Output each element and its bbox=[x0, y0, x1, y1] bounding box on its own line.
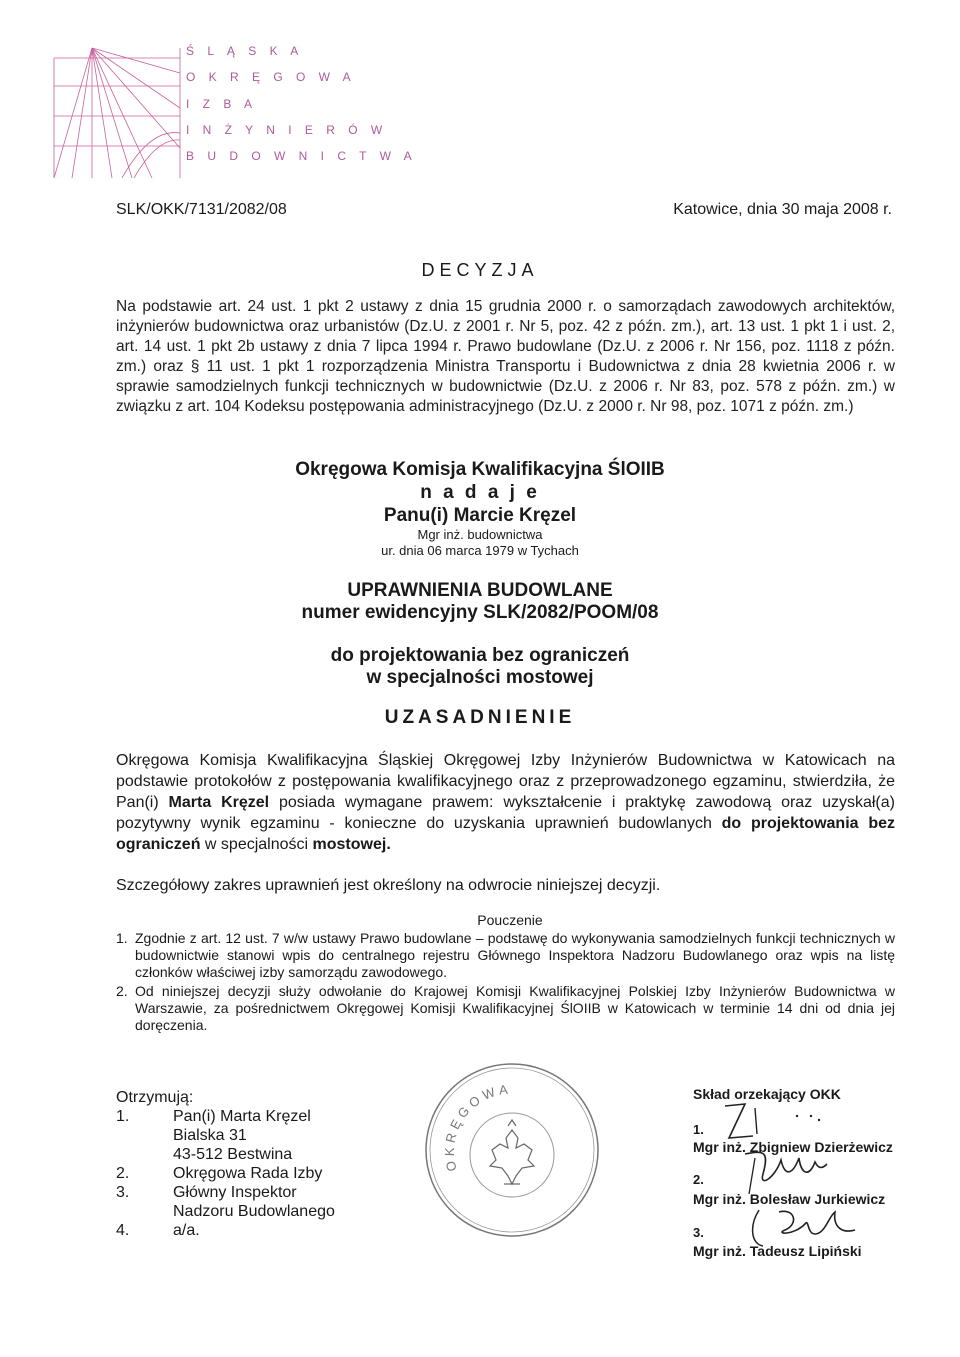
member-number-2: 2. bbox=[693, 1172, 704, 1187]
recipient-text: Okręgowa Rada Izby bbox=[173, 1165, 323, 1182]
official-stamp bbox=[422, 1060, 602, 1240]
eagle-emblem bbox=[490, 1120, 534, 1184]
recipients-list bbox=[116, 1088, 335, 1240]
committee-heading: Okręgowa Komisja Kwalifikacyjna ŚlOIIB bbox=[295, 459, 665, 480]
legal-basis-paragraph: Na podstawie art. 24 ust. 1 pkt 2 ustawy z dnia 15 grudnia 2000 r. o samorządach zawodowych architektów, inżynierów budownictwa oraz urbanistów (Dz.U. z 2001 r. Nr 5, poz. 42 z późn. zm.), art. 13 ust. 1 pkt 1 i ust. 2, art. 14 ust. 1 pkt 2b ustawy z dnia 7 lipca 1994 r. Prawo budowlane (Dz.U. z 2006 r. Nr 156, poz. 1118 z późn. zm.) oraz § 11 ust. 1 pkt 1 rozporządzenia Ministra Transportu i Budownictwa z dnia 28 kwietnia 2006 r. w sprawie samodzielnych funkcji technicznych w budownictwie (Dz.U. z 2006 r. Nr 83, poz. 578 z późn. zm.) w związku z art. 104 Kodeksu postępowania administracyjnego (Dz.U. z 2000 r. Nr 98, poz. 1071 z późn. zm.) bbox=[116, 298, 895, 415]
instruction-number: 2. bbox=[116, 983, 128, 999]
chamber-logo bbox=[52, 38, 182, 178]
member-name-2: Mgr inż. Bolesław Jurkiewicz bbox=[693, 1191, 886, 1207]
signature-3 bbox=[745, 1200, 875, 1250]
org-name-line-1: Ś L Ą S K A bbox=[186, 44, 304, 58]
recipient-row bbox=[116, 1202, 335, 1221]
recipient-number: 3. bbox=[116, 1184, 130, 1201]
scope-line-1: do projektowania bez ograniczeń bbox=[330, 645, 630, 666]
recipients-title: Otrzymują: bbox=[116, 1089, 194, 1106]
recipient-text: 43-512 Bestwina bbox=[173, 1146, 293, 1163]
recipient-row bbox=[116, 1107, 311, 1126]
recipient-text: Pan(i) Marta Kręzel bbox=[173, 1108, 311, 1125]
member-name-3: Mgr inż. Tadeusz Lipiński bbox=[693, 1243, 862, 1259]
committee-title: Skład orzekający OKK bbox=[693, 1086, 841, 1102]
instruction-item-2 bbox=[116, 983, 895, 1034]
signature-2 bbox=[735, 1148, 875, 1198]
recipient-text: Nadzoru Budowlanego bbox=[173, 1203, 335, 1220]
member-number-3: 3. bbox=[693, 1225, 704, 1240]
org-name-line-3: I Z B A bbox=[186, 97, 258, 111]
justification-paragraph bbox=[116, 750, 895, 855]
recipient-heading: Panu(i) Marcie Kręzel bbox=[383, 505, 577, 526]
recipient-row bbox=[116, 1164, 323, 1183]
stamp-text: OKRĘGOWA bbox=[441, 1081, 513, 1173]
recipient-number: 4. bbox=[116, 1222, 130, 1239]
recipient-row bbox=[116, 1221, 200, 1240]
justification-text-a: Okręgowa Komisja Kwalifikacyjna Śląskiej Okręgowej Izby Inżynierów Budownictwa w Katowicach na podstawie protokołów z postępowania kwalifikacyjnego oraz z przeprowadzonego egzaminu, stwierdziła, że Pan(i) bbox=[116, 752, 895, 811]
scope-line-2: w specjalności mostowej bbox=[366, 667, 594, 688]
recipient-row bbox=[116, 1145, 293, 1164]
details-note: Szczegółowy zakres uprawnień jest określony na odwrocie niniejszej decyzji. bbox=[116, 877, 661, 894]
instruction-text: Od niniejszej decyzji służy odwołanie do Krajowej Komisji Kwalifikacyjnej Polskiej Izby Inżynierów Budownictwa w Warszawie, za pośrednictwem Okręgowej Komisji Kwalifikacyjnej ŚlOIIB w Katowicach w terminie 14 dni od dnia jej doręczenia. bbox=[135, 983, 895, 1033]
justification-text-c: w specjalności bbox=[204, 836, 309, 853]
justification-name: Marta Kręzel bbox=[168, 794, 270, 811]
member-name-1: Mgr inż. Zbigniew Dzierżewicz bbox=[693, 1139, 893, 1155]
document-date: Katowice, dnia 30 maja 2008 r. bbox=[673, 201, 892, 218]
justification-scope: do projektowania bez ograniczeń bbox=[116, 815, 895, 853]
justification-title: UZASADNIENIE bbox=[384, 707, 576, 728]
recipient-number: 1. bbox=[116, 1108, 130, 1125]
justification-text-b: posiada wymagane prawem: wykształcenie i praktykę zawodową oraz uzyskał(a) pozytywny wynik egzaminu - konieczne do uzyskania uprawnień budowlanych bbox=[116, 794, 895, 832]
document-title: DECYZJA bbox=[421, 260, 539, 280]
member-number-1: 1. bbox=[693, 1122, 704, 1137]
recipient-text: Bialska 31 bbox=[173, 1127, 247, 1144]
grants-heading: n a d a j e bbox=[420, 482, 540, 503]
instruction-number: 1. bbox=[116, 930, 128, 946]
instruction-item-1 bbox=[116, 930, 895, 981]
svg-text:OKRĘGOWA bbox=[442, 1081, 513, 1172]
signature-1 bbox=[715, 1098, 835, 1148]
recipient-degree: Mgr inż. budownictwa bbox=[417, 527, 543, 542]
recipient-text: Główny Inspektor bbox=[173, 1184, 297, 1201]
recipient-row bbox=[116, 1183, 297, 1202]
instructions-title: Pouczenie bbox=[477, 912, 543, 928]
org-name-line-2: O K R Ę G O W A bbox=[186, 70, 356, 84]
recipient-row bbox=[116, 1126, 247, 1145]
recipient-text: a/a. bbox=[173, 1222, 200, 1239]
recipient-birth: ur. dnia 06 marca 1979 w Tychach bbox=[381, 543, 579, 558]
registration-number: numer ewidencyjny SLK/2082/POOM/08 bbox=[301, 602, 659, 623]
recipient-number: 2. bbox=[116, 1165, 130, 1182]
reference-number: SLK/OKK/7131/2082/08 bbox=[116, 201, 287, 218]
instruction-text: Zgodnie z art. 12 ust. 7 w/w ustawy Prawo budowlane – podstawę do wykonywania samodzielnych funkcji technicznych w budownictwie stanowi wpis do centralnego rejestru Głównego Inspektora Nadzoru Budowlanego oraz wpis na listę członków właściwej izby samorządu zawodowego. bbox=[135, 930, 895, 980]
justification-specialty: mostowej. bbox=[312, 836, 391, 853]
permission-title: UPRAWNIENIA BUDOWLANE bbox=[347, 580, 613, 601]
org-name-line-5: B U D O W N I C T W A bbox=[186, 149, 417, 163]
org-name-line-4: I N Ż Y N I E R Ó W bbox=[186, 123, 388, 137]
